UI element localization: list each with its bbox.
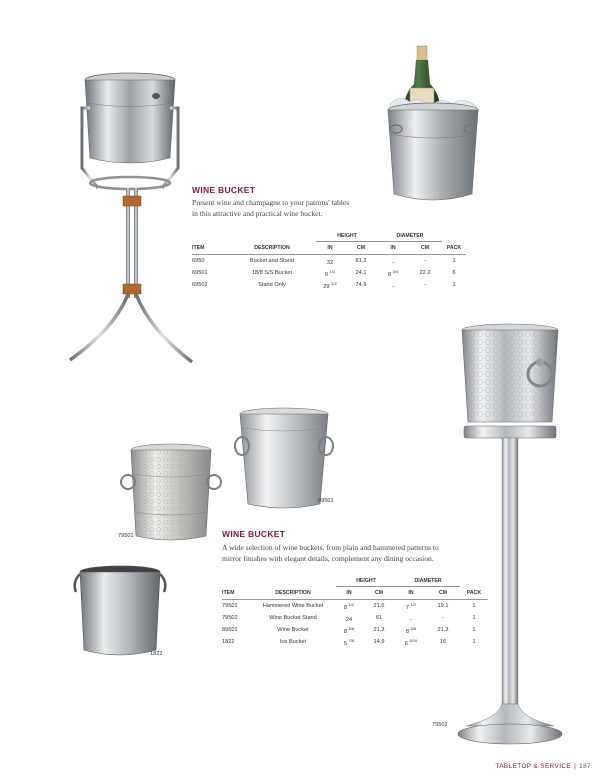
caption-89501: 89501: [318, 498, 334, 504]
wine-bucket-stand-image: [60, 68, 200, 368]
col-description: DESCRIPTION: [250, 587, 336, 600]
table-row: [192, 255, 466, 268]
cell-diameter-in: 6 $^{5/16}$: [404, 637, 418, 647]
table-row: [222, 636, 488, 648]
cell-description: Wine Bucket Stand: [269, 615, 317, 621]
table-row: [222, 624, 488, 636]
section2-spec-table: [222, 576, 488, 648]
cell-diameter-cm: 21.3: [437, 627, 449, 633]
hammered-wine-bucket-79501-image: [120, 442, 222, 546]
cell-diameter-in: -: [392, 283, 394, 290]
cell-diameter-in: 7 $^{1/2}$: [405, 601, 417, 611]
table-row: [222, 612, 488, 624]
col-height-in: IN: [336, 587, 362, 600]
col-height-cm: CM: [362, 587, 396, 600]
cell-pack: 1: [452, 258, 456, 264]
section1-description: [192, 197, 432, 219]
col-height-in: IN: [316, 242, 344, 255]
cell-height-cm: 14.9: [373, 639, 385, 645]
cell-item: 1822: [222, 639, 235, 645]
cell-diameter-cm: -: [424, 282, 426, 288]
cell-diameter-cm: 22.2: [419, 270, 431, 276]
table-row: [192, 267, 466, 279]
cell-height-cm: 61: [375, 615, 383, 621]
col-item: ITEM: [192, 242, 228, 255]
cell-height-in: 5 $^{7/8}$: [343, 637, 355, 647]
cell-description: Wine Bucket: [277, 627, 309, 633]
cell-item: 69502: [192, 282, 208, 288]
cell-item: 69501: [192, 270, 208, 276]
hammered-wine-bucket-stand-image: [452, 322, 572, 750]
col-pack: PACK: [460, 587, 488, 600]
page-footer: TABLETOP & SERVICE | 187: [495, 763, 591, 770]
cell-height-in: 9 $^{1/2}$: [324, 268, 336, 278]
ice-bucket-1822-image: [70, 562, 172, 662]
section2-description: [222, 542, 492, 564]
cell-pack: 1: [472, 627, 476, 633]
caption-1822: 1822: [150, 651, 163, 657]
footer-section-label: TABLETOP & SERVICE: [495, 763, 572, 770]
champagne-bucket-image: [380, 44, 490, 214]
cell-description: Bucket and Stand: [249, 258, 295, 264]
cell-height-cm: 81.2: [355, 258, 367, 264]
cell-description: Stand Only: [258, 282, 286, 288]
col-pack: PACK: [442, 242, 466, 255]
cell-pack: 1: [472, 603, 476, 609]
cell-item: 79502: [222, 615, 238, 621]
section2-desc-line: mirror finishes with elegant details, complement any dining occasion.: [222, 554, 434, 563]
cell-diameter-cm: -: [424, 258, 426, 264]
col-description: DESCRIPTION: [228, 242, 316, 255]
cell-diameter-cm: 19.1: [437, 603, 449, 609]
caption-79502: 79502: [432, 722, 448, 728]
col-height-cm: CM: [344, 242, 378, 255]
cell-item: 89501: [222, 627, 238, 633]
cell-pack: 1: [452, 282, 456, 288]
cell-diameter-in: 8 $^{3/4}$: [387, 268, 399, 278]
col-diameter-cm: CM: [408, 242, 442, 255]
cell-item: 6950: [192, 258, 205, 264]
section2-title: WINE BUCKET: [222, 529, 286, 539]
cell-height-in: 29 $^{1/2}$: [323, 280, 337, 290]
cell-height-in: 24: [345, 616, 353, 623]
height-group-header: HEIGHT: [316, 231, 378, 242]
diameter-group-header: DIAMETER: [378, 231, 442, 242]
section1-spec-table: [192, 231, 466, 291]
section1-desc-line: in this attractive and practical wine bucket.: [192, 209, 323, 218]
col-item: ITEM: [222, 587, 250, 600]
col-diameter-in: IN: [378, 242, 408, 255]
cell-description: Hammered Wine Bucket: [262, 603, 324, 609]
cell-height-cm: 21.6: [373, 603, 385, 609]
cell-diameter-cm: 16: [439, 639, 447, 645]
cell-diameter-in: -: [392, 259, 394, 266]
caption-79501: 79501: [118, 533, 134, 539]
cell-description: 18/8 S/S Bucket: [251, 270, 293, 276]
cell-height-cm: 21.3: [373, 627, 385, 633]
col-diameter-cm: CM: [426, 587, 460, 600]
cell-pack: 1: [472, 639, 476, 645]
table-row: [192, 279, 466, 291]
section1-desc-line: Present wine and champagne to your patrons' tables: [192, 198, 350, 207]
cell-height-in: 8 $^{3/8}$: [343, 625, 355, 635]
cell-diameter-in: -: [410, 616, 412, 623]
col-diameter-in: IN: [396, 587, 426, 600]
diameter-group-header: DIAMETER: [396, 576, 460, 587]
table-row: [222, 600, 488, 613]
cell-height-cm: 74.9: [355, 282, 367, 288]
cell-item: 79501: [222, 603, 238, 609]
cell-diameter-in: 8 $^{3/8}$: [405, 625, 417, 635]
height-group-header: HEIGHT: [336, 576, 396, 587]
section2-desc-line: A wide selection of wine buckets, from plain and hammered patterns to: [222, 543, 439, 552]
page-number: 187: [579, 763, 591, 770]
cell-height-in: 8 $^{1/2}$: [343, 601, 355, 611]
cell-pack: 1: [472, 615, 476, 621]
cell-description: Ice Bucket: [279, 639, 307, 645]
cell-height-in: 32: [326, 259, 334, 266]
cell-diameter-cm: -: [442, 615, 444, 621]
section1-title: WINE BUCKET: [192, 185, 256, 195]
cell-height-cm: 24.1: [355, 270, 367, 276]
cell-pack: 6: [452, 270, 456, 276]
